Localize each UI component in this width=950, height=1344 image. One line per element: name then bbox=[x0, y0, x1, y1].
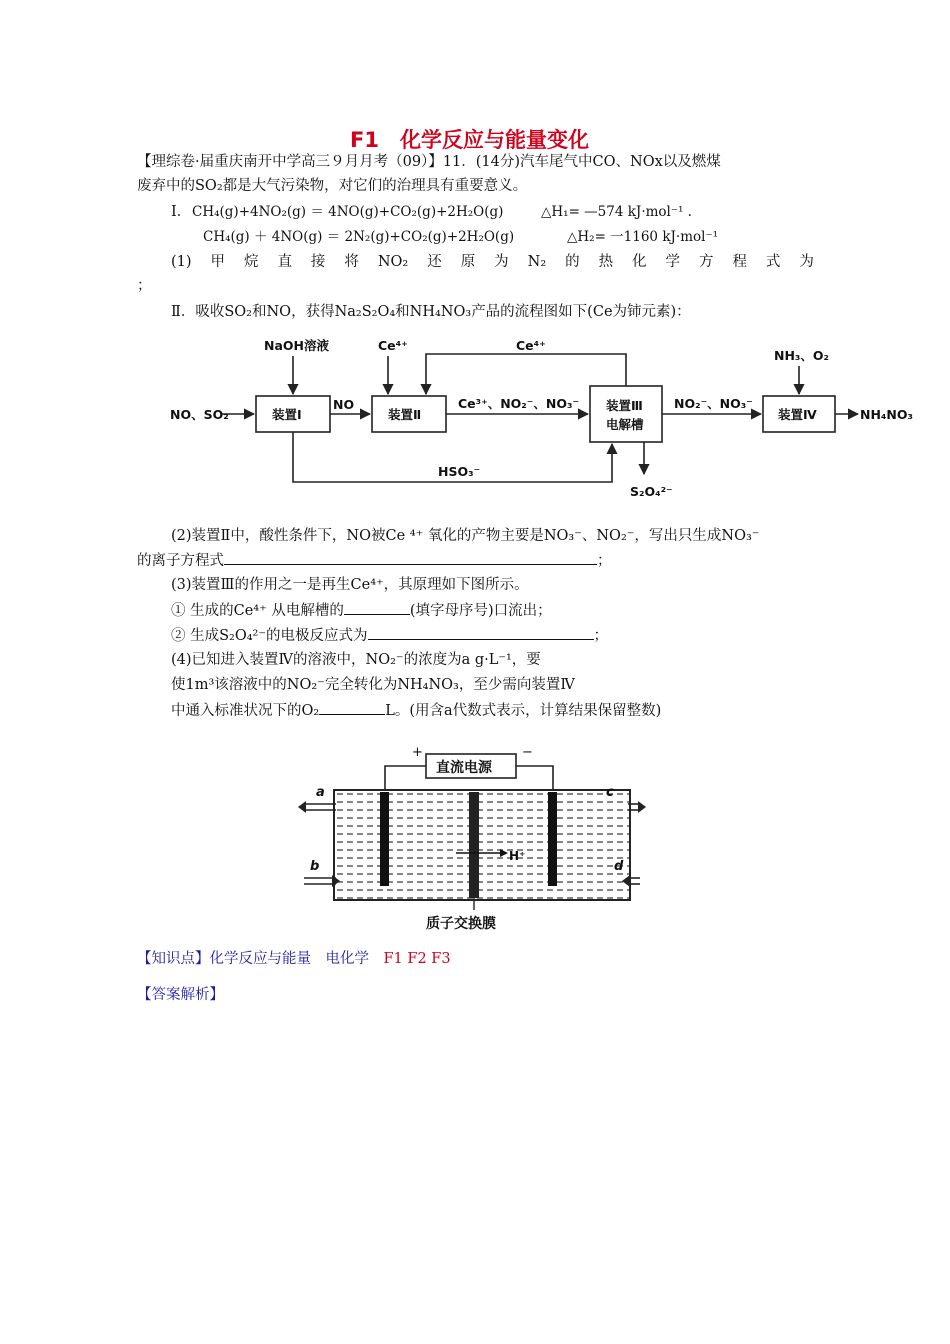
knowledge-topics: 化学反应与能量 电化学 bbox=[209, 951, 369, 967]
port-b-label: b bbox=[310, 859, 320, 874]
label-box4: 装置Ⅳ bbox=[778, 407, 817, 422]
label-no2-no3: NO₂⁻、NO₃⁻ bbox=[674, 396, 753, 411]
equation-2: CH₄(g) ＋ 4NO(g) ＝ 2N₂(g)+CO₂(g)+2H₂O(g) bbox=[203, 229, 515, 245]
power-supply-label: 直流电源 bbox=[436, 760, 492, 776]
question-1-line bbox=[171, 252, 814, 272]
question-1-token: 热 bbox=[598, 254, 614, 270]
enthalpy-1: △H₁= —574 kJ·mol⁻¹ . bbox=[541, 204, 692, 220]
equation-1: CH₄(g)+4NO₂(g) ＝ 4NO(g)+CO₂(g)+2H₂O(g) bbox=[192, 204, 504, 220]
plus-sign: + bbox=[412, 745, 423, 760]
port-a-arrow bbox=[298, 801, 306, 813]
hplus-label: H⁺ bbox=[509, 849, 526, 863]
question-1-token: 式 bbox=[765, 254, 781, 270]
question-line-2: 废弃中的SO₂都是大气污染物，对它们的治理具有重要意义。 bbox=[137, 178, 528, 194]
question-1-token: 的 bbox=[565, 254, 580, 270]
label-nh3-o2: NH₃、O₂ bbox=[774, 348, 829, 363]
knowledge-point bbox=[137, 949, 451, 969]
question-3-1-hint: (填字母序号)口流出； bbox=[409, 603, 552, 619]
membrane-label: 质子交换膜 bbox=[426, 916, 496, 932]
question-1-token: 为 bbox=[494, 254, 509, 270]
label-feed: NO、SO₂ bbox=[170, 407, 229, 422]
label-box3-line2: 电解槽 bbox=[606, 417, 644, 432]
question-1-token: N₂ bbox=[527, 254, 547, 270]
port-a-label: a bbox=[316, 785, 325, 800]
question-3-2 bbox=[171, 625, 608, 646]
part1-label: Ⅰ． bbox=[171, 204, 192, 220]
question-1-token: 化 bbox=[632, 254, 647, 270]
question-1-token: 烷 bbox=[243, 254, 259, 270]
question-1-token: 原 bbox=[460, 254, 476, 270]
question-1-end: ； bbox=[137, 278, 152, 294]
question-4-line-1: (4)已知进入装置Ⅳ的溶液中，NO₂⁻的浓度为a g·L⁻¹，要 bbox=[171, 652, 541, 668]
knowledge-codes: F1 F2 F3 bbox=[383, 951, 451, 967]
question-1-token: 方 bbox=[698, 254, 714, 270]
question-3-1 bbox=[171, 600, 552, 621]
port-c-label: c bbox=[606, 785, 614, 800]
label-hso3: HSO₃⁻ bbox=[438, 464, 481, 479]
question-2-line-2 bbox=[137, 550, 612, 571]
question-4-line-3 bbox=[171, 700, 661, 721]
knowledge-label: 【知识点】 bbox=[137, 951, 210, 967]
question-1-token: 还 bbox=[427, 254, 442, 270]
process-flow-diagram bbox=[160, 330, 920, 510]
anode-electrode bbox=[380, 792, 389, 886]
question-1-token: 直 bbox=[277, 254, 292, 270]
label-box3-line1: 装置Ⅲ bbox=[606, 398, 643, 413]
part2-intro: Ⅱ．吸收SO₂和NO，获得Na₂S₂O₄和NH₄NO₃产品的流程图如下(Ce为铈元素)： bbox=[171, 304, 691, 320]
question-header bbox=[137, 152, 721, 172]
label-ions: Ce³⁺、NO₂⁻、NO₃⁻ bbox=[458, 396, 580, 411]
label-ce4-back: Ce⁴⁺ bbox=[516, 338, 546, 353]
question-1-token: 程 bbox=[732, 254, 747, 270]
answer-label: 【答案解析】 bbox=[137, 987, 224, 1003]
question-intro: 11．(14分)汽车尾气中CO、NOx以及燃煤 bbox=[442, 154, 721, 170]
minus-sign: − bbox=[522, 745, 533, 760]
label-ce4-in: Ce⁴⁺ bbox=[378, 338, 408, 353]
page-title: F1 化学反应与能量变化 bbox=[350, 128, 589, 152]
question-1-token: NO₂ bbox=[377, 254, 409, 270]
question-2-end: ； bbox=[597, 553, 612, 569]
enthalpy-2: △H₂= 一1160 kJ·mol⁻¹ bbox=[567, 229, 718, 245]
question-3-1-prompt: ① 生成的Ce⁴⁺ 从电解槽的 bbox=[171, 603, 344, 619]
question-4-line-2: 使1m³该溶液中的NO₂⁻完全转化为NH₄NO₃，至少需向装置Ⅳ bbox=[171, 677, 575, 693]
label-s2o4: S₂O₄²⁻ bbox=[630, 484, 673, 499]
box-device-3 bbox=[590, 386, 662, 442]
question-1-token: 接 bbox=[310, 254, 326, 270]
label-box2: 装置Ⅱ bbox=[388, 407, 422, 422]
question-2-line-1: (2)装置Ⅱ中，酸性条件下，NO被Ce ⁴⁺ 氧化的产物主要是NO₃⁻、NO₂⁻，写出只生成NO₃⁻ bbox=[171, 528, 760, 544]
question-1-token: 将 bbox=[344, 254, 359, 270]
label-product: NH₄NO₃ bbox=[860, 407, 913, 422]
question-1-token: 甲 bbox=[210, 254, 226, 270]
cathode-electrode bbox=[548, 792, 557, 886]
membrane bbox=[469, 792, 479, 898]
question-3-line: (3)装置Ⅲ的作用之一是再生Ce⁴⁺，其原理如下图所示。 bbox=[171, 577, 529, 593]
answer-blank-3-2[interactable] bbox=[368, 625, 594, 640]
answer-blank-3-1[interactable] bbox=[344, 600, 410, 615]
label-naoh: NaOH溶液 bbox=[264, 338, 329, 353]
port-d-label: d bbox=[614, 859, 624, 874]
question-3-2-prompt: ② 生成S₂O₄²⁻的电极反应式为 bbox=[171, 628, 368, 644]
question-3-2-end: ； bbox=[593, 628, 609, 644]
answer-blank-4[interactable] bbox=[319, 700, 385, 715]
label-no: NO bbox=[333, 397, 355, 412]
question-1-token: 学 bbox=[665, 254, 681, 270]
source-label: 【理综卷·届重庆南开中学高三９月月考（09）】 bbox=[137, 154, 443, 170]
label-box1: 装置Ⅰ bbox=[272, 407, 302, 422]
electrolysis-cell-diagram bbox=[296, 742, 646, 942]
question-4-prompt: 中通入标准状况下的O₂ bbox=[171, 703, 320, 719]
answer-blank-2[interactable] bbox=[224, 550, 597, 565]
question-4-hint: L。(用含a代数式表示，计算结果保留整数) bbox=[385, 703, 662, 719]
question-2-prompt: 的离子方程式 bbox=[137, 553, 224, 569]
question-1-token: 为 bbox=[799, 254, 814, 270]
port-c-arrow bbox=[638, 801, 646, 813]
question-1-token: (1) bbox=[171, 254, 192, 270]
